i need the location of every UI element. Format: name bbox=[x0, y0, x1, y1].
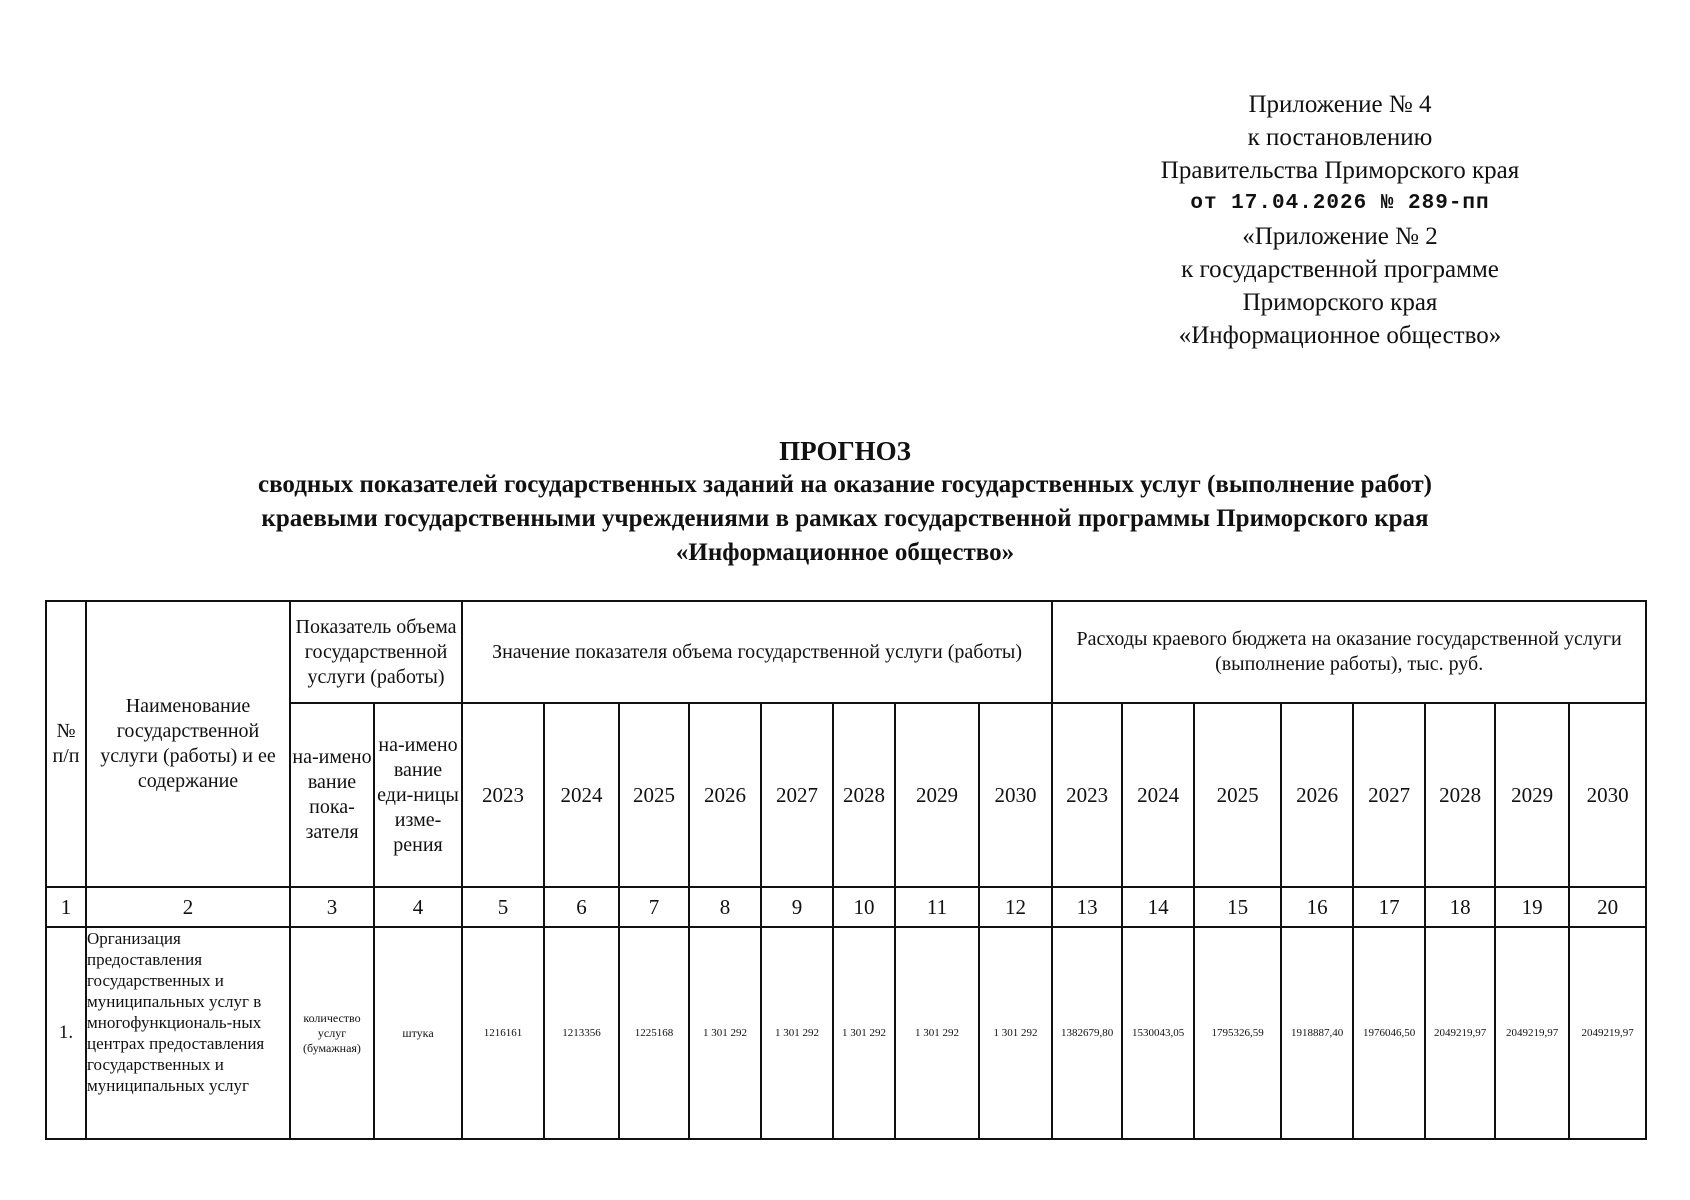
column-number-row bbox=[46, 887, 1646, 927]
expense-cell: 2049219,97 bbox=[1495, 927, 1569, 1139]
header-expenses-group: Расходы краевого бюджета на оказание государственной услуги (выполнение работы), тыс. руб. bbox=[1052, 601, 1646, 703]
value-cell: 1 301 292 bbox=[689, 927, 761, 1139]
title-line-1: сводных показателей государственных заданий на оказание государственных услуг (выполнение работ) bbox=[258, 471, 1432, 498]
government-line: Правительства Приморского края bbox=[1160, 157, 1520, 184]
header-indicator-name: на-имено вание пока-зателя bbox=[290, 703, 374, 887]
column-number: 19 bbox=[1495, 887, 1569, 927]
header-expense-year: 2029 bbox=[1495, 703, 1569, 887]
column-number: 16 bbox=[1281, 887, 1353, 927]
value-cell: 1 301 292 bbox=[761, 927, 833, 1139]
table-row bbox=[46, 927, 1646, 1139]
column-number: 8 bbox=[689, 887, 761, 927]
document-title bbox=[100, 434, 1590, 570]
forecast-table bbox=[45, 600, 1647, 1140]
expense-cell: 1795326,59 bbox=[1194, 927, 1281, 1139]
column-number: 10 bbox=[833, 887, 895, 927]
header-value-year: 2025 bbox=[619, 703, 689, 887]
value-cell: 1216161 bbox=[462, 927, 544, 1139]
title-main: ПРОГНОЗ bbox=[779, 436, 911, 466]
value-cell: 1 301 292 bbox=[979, 927, 1052, 1139]
to-resolution-line: к постановлению bbox=[1247, 124, 1433, 151]
column-number: 15 bbox=[1194, 887, 1281, 927]
column-number: 17 bbox=[1353, 887, 1425, 927]
column-number: 12 bbox=[979, 887, 1052, 927]
header-indicator-group: Показатель объема государственной услуги (работы) bbox=[290, 601, 462, 703]
header-indicator-unit: на-имено вание еди-ницы изме-рения bbox=[374, 703, 462, 887]
title-line-2: краевыми государственными учреждениями в рамках государственной программы Приморского края bbox=[261, 505, 1429, 532]
region-line: Приморского края bbox=[1242, 289, 1438, 316]
expense-cell: 1976046,50 bbox=[1353, 927, 1425, 1139]
column-number: 13 bbox=[1052, 887, 1122, 927]
header-value-year: 2026 bbox=[689, 703, 761, 887]
column-number: 9 bbox=[761, 887, 833, 927]
header-value-year: 2028 bbox=[833, 703, 895, 887]
expense-cell: 1530043,05 bbox=[1122, 927, 1194, 1139]
value-cell: 1 301 292 bbox=[833, 927, 895, 1139]
header-value-year: 2023 bbox=[462, 703, 544, 887]
header-expense-year: 2026 bbox=[1281, 703, 1353, 887]
date-number-line: от 17.04.2026 № 289-пп bbox=[1190, 192, 1490, 215]
service-name: Организация предоставления государственных и муниципальных услуг в многофункциональ-ных центрах предоставления государственных и муниципальных услуг bbox=[86, 927, 290, 1139]
indicator-name: количество услуг (бумажная) bbox=[290, 927, 374, 1139]
appendix-line: Приложение № 4 bbox=[1248, 91, 1432, 118]
expense-cell: 1382679,80 bbox=[1052, 927, 1122, 1139]
header-expense-year: 2030 bbox=[1569, 703, 1646, 887]
row-number: 1. bbox=[46, 927, 86, 1139]
unit-name: штука bbox=[374, 927, 462, 1139]
value-cell: 1225168 bbox=[619, 927, 689, 1139]
column-number: 4 bbox=[374, 887, 462, 927]
column-number: 3 bbox=[290, 887, 374, 927]
header-service-name: Наименование государственной услуги (работы) и ее содержание bbox=[86, 601, 290, 887]
header-expense-year: 2024 bbox=[1122, 703, 1194, 887]
to-program-line: к государственной программе bbox=[1181, 256, 1499, 283]
header-value-year: 2027 bbox=[761, 703, 833, 887]
header-row-groups bbox=[46, 601, 1646, 703]
header-expense-year: 2023 bbox=[1052, 703, 1122, 887]
header-values-group: Значение показателя объема государственной услуги (работы) bbox=[462, 601, 1052, 703]
value-cell: 1213356 bbox=[544, 927, 619, 1139]
title-line-3: «Информационное общество» bbox=[675, 539, 1015, 566]
expense-cell: 2049219,97 bbox=[1569, 927, 1646, 1139]
column-number: 5 bbox=[462, 887, 544, 927]
header-value-year: 2029 bbox=[895, 703, 979, 887]
column-number: 1 bbox=[46, 887, 86, 927]
column-number: 20 bbox=[1569, 887, 1646, 927]
header-num: № п/п bbox=[46, 601, 86, 887]
column-number: 18 bbox=[1425, 887, 1495, 927]
header-value-year: 2030 bbox=[979, 703, 1052, 887]
header-expense-year: 2025 bbox=[1194, 703, 1281, 887]
quoted-appendix-line: «Приложение № 2 bbox=[1242, 223, 1438, 250]
document-header bbox=[1120, 88, 1560, 352]
expense-cell: 2049219,97 bbox=[1425, 927, 1495, 1139]
header-value-year: 2024 bbox=[544, 703, 619, 887]
header-expense-year: 2027 bbox=[1353, 703, 1425, 887]
program-name-line: «Информационное общество» bbox=[1178, 322, 1502, 349]
expense-cell: 1918887,40 bbox=[1281, 927, 1353, 1139]
column-number: 7 bbox=[619, 887, 689, 927]
column-number: 11 bbox=[895, 887, 979, 927]
header-expense-year: 2028 bbox=[1425, 703, 1495, 887]
value-cell: 1 301 292 bbox=[895, 927, 979, 1139]
column-number: 6 bbox=[544, 887, 619, 927]
column-number: 14 bbox=[1122, 887, 1194, 927]
column-number: 2 bbox=[86, 887, 290, 927]
